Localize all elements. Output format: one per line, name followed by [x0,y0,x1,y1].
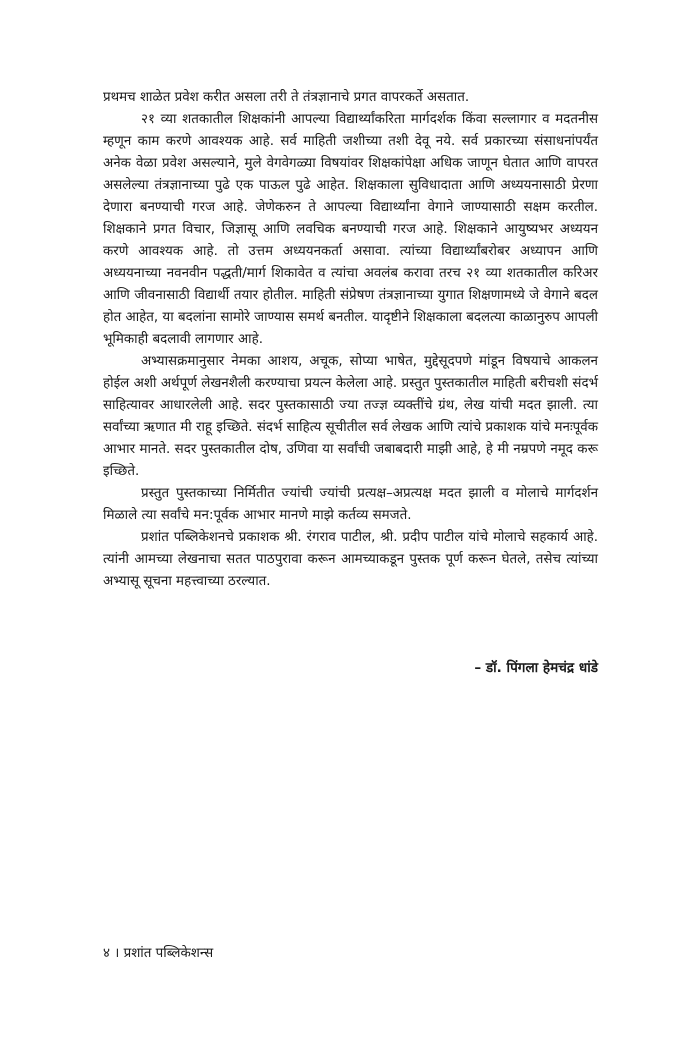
paragraph-2: २१ व्या शतकातील शिक्षकांनी आपल्या विद्यार्थ्यांकरिता मार्गदर्शक किंवा सल्लागार व मदतनीस म्हणून काम करणे आवश्यक आहे. सर्व माहिती जशीच्या तशी देवू नये. सर्व प्रकारच्या संसाधनांपर्यंत अनेक वेळा प्रवेश असल्याने, मुले वेगवेगळ्या विषयांवर शिक्षकांपेक्षा अधिक जाणून घेतात आणि वापरत असलेल्या तंत्रज्ञानाच्या पुढे एक पाऊल पुढे आहेत. शिक्षकाला सुविधादाता आणि अध्ययनासाठी प्रेरणा देणारा बनण्याची गरज आहे. जेणेकरुन ते आपल्या विद्यार्थ्यांना वेगाने जाण्यासाठी सक्षम करतील. शिक्षकाने प्रगत विचार, जिज्ञासू आणि लवचिक बनण्याची गरज आहे. शिक्षकाने आयुष्यभर अध्ययन करणे आवश्यक आहे. तो उत्तम अध्ययनकर्ता असावा. त्यांच्या विद्यार्थ्यांबरोबर अध्यापन आणि अध्ययनाच्या नवनवीन पद्धती/मार्ग शिकावेत व त्यांचा अवलंब करावा तरच २१ व्या शतकातील करिअर आणि जीवनासाठी विद्यार्थी तयार होतील. माहिती संप्रेषण तंत्रज्ञानाच्या युगात शिक्षणामध्ये जे वेगाने बदल होत आहेत, या बदलांना सामोरे जाण्यास समर्थ बनतील. यादृष्टीने शिक्षकाला बदलत्या काळानुरुप आपली भूमिकाही बदलावी लागणार आहे. [103,112,598,347]
page-footer [103,943,213,965]
paragraph-1: प्रथमच शाळेत प्रवेश करीत असला तरी ते तंत्रज्ञानाचे प्रगत वापरकर्ते असतात. [103,90,470,105]
paragraph-4: प्रस्तुत पुस्तकाच्या निर्मितीत ज्यांची ज्यांची प्रत्यक्ष–अप्रत्यक्ष मदत झाली व मोलाचे मार्गदर्शन मिळाले त्या सर्वांचे मन:पूर्वक आभार मानणे माझे कर्तव्य समजते. [103,486,598,523]
page-number: ४ [103,946,110,961]
preface-body [103,87,598,593]
footer-separator: । [114,946,120,961]
author-signature: – डॉ. पिंगला हेमचंद्र धांडे [474,660,598,676]
paragraph-3: अभ्यासक्रमानुसार नेमका आशय, अचूक, सोप्या भाषेत, मुद्देसूदपणे मांडून विषयाचे आकलन होईल अशी अर्थपूर्ण लेखनशैली करण्याचा प्रयत्न केलेला आहे. प्रस्तुत पुस्तकातील माहिती बरीचशी संदर्भ साहित्यावर आधारलेली आहे. सदर पुस्तकासाठी ज्या तज्ज्ञ व्यक्तींचे ग्रंथ, लेख यांची मदत झाली. त्या सर्वांच्या ऋणात मी राहू इच्छिते. संदर्भ साहित्य सूचीतील सर्व लेखक आणि त्यांचे प्रकाशक यांचे मनःपूर्वक आभार मानते. सदर पुस्तकातील दोष, उणिवा या सर्वांची जबाबदारी माझी आहे, हे मी नम्रपणे नमूद करू इच्छिते. [103,354,598,479]
paragraph-5: प्रशांत पब्लिकेशनचे प्रकाशक श्री. रंगराव पाटील, श्री. प्रदीप पाटील यांचे मोलाचे सहकार्य आहे. त्यांनी आमच्या लेखनाचा सतत पाठपुरावा करून आमच्याकडून पुस्तक पूर्ण करून घेतले, तसेच त्यांच्या अभ्यासू सूचना महत्त्वाच्या ठरल्यात. [103,530,598,589]
publisher-name: प्रशांत पब्लिकेशन्स [123,946,214,961]
